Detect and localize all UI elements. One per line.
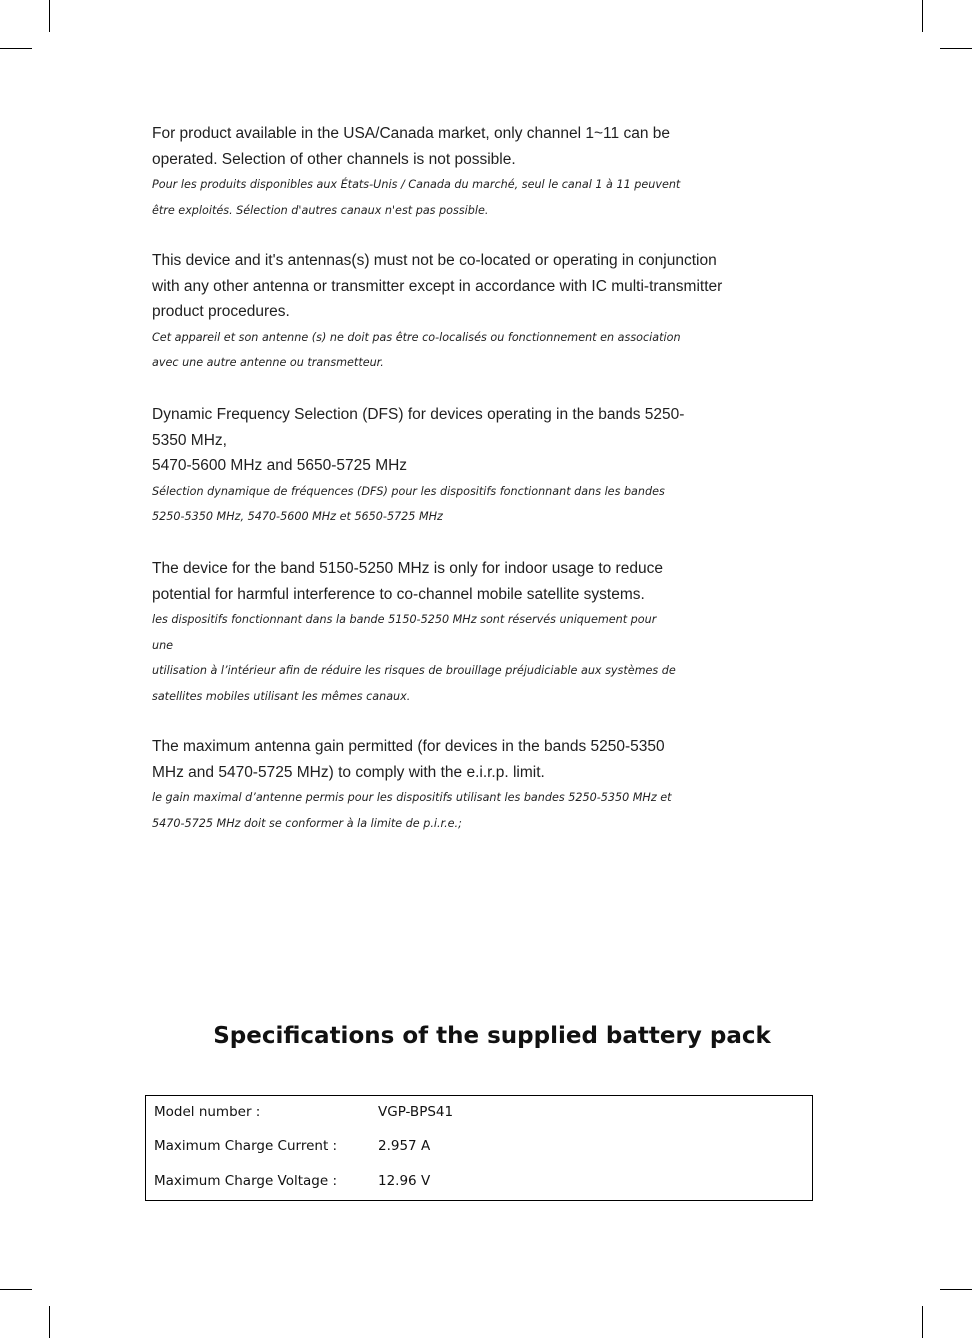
notice-dfs — [152, 402, 752, 530]
spec-value: 12.96 V — [378, 1173, 431, 1189]
spec-value: VGP-BPS41 — [378, 1104, 454, 1120]
notice-indoor-usage — [152, 556, 752, 709]
notice-text-en: The device for the band 5150-5250 MHz is only for indoor usage to reduce — [152, 560, 663, 577]
notice-antenna-colocation — [152, 248, 752, 376]
notice-text-en: The maximum antenna gain permitted (for devices in the bands 5250-5350 — [152, 738, 665, 755]
crop-mark-bottom-right-horizontal — [940, 1289, 972, 1290]
notice-text-fr: une — [152, 638, 174, 652]
crop-mark-bottom-left-vertical — [49, 1306, 50, 1338]
notice-text-en: product procedures. — [152, 303, 290, 320]
battery-spec-title: Specifications of the supplied battery pack — [213, 1023, 771, 1049]
notice-text-en: Dynamic Frequency Selection (DFS) for devices operating in the bands 5250- — [152, 406, 685, 423]
spec-label: Model number : — [154, 1104, 261, 1120]
crop-mark-top-left-vertical — [49, 0, 50, 32]
notice-text-fr: être exploités. Sélection d'autres canaux n'est pas possible. — [152, 203, 489, 217]
notice-text-en: This device and it's antennas(s) must not be co-located or operating in conjunction — [152, 252, 717, 269]
notice-text-fr: 5250-5350 MHz, 5470-5600 MHz et 5650-5725 MHz — [152, 510, 443, 523]
notice-text-fr: les dispositifs fonctionnant dans la bande 5150-5250 MHz sont réservés uniquement pour — [152, 613, 657, 626]
notice-text-en: For product available in the USA/Canada market, only channel 1~11 can be — [152, 125, 670, 142]
notice-text-fr: Cet appareil et son antenne (s) ne doit pas être co-localisés ou fonctionnement en association — [152, 330, 681, 344]
notice-text-fr: avec une autre antenne ou transmetteur. — [152, 356, 384, 369]
crop-mark-bottom-left-horizontal — [0, 1289, 32, 1290]
notice-text-fr: Pour les produits disponibles aux États-Unis / Canada du marché, seul le canal 1 à 11 peuvent — [152, 178, 681, 191]
crop-mark-bottom-right-vertical — [922, 1306, 923, 1338]
notice-text-fr: le gain maximal d’antenne permis pour les dispositifs utilisant les bandes 5250-5350 MHz et — [152, 791, 672, 804]
spec-value: 2.957 A — [378, 1138, 431, 1154]
crop-mark-top-right-vertical — [922, 0, 923, 32]
notice-text-fr: utilisation à l’intérieur afin de réduire les risques de brouillage préjudiciable aux systèmes de — [152, 664, 676, 677]
battery-spec-table — [145, 1095, 813, 1201]
notice-text-en: operated. Selection of other channels is not possible. — [152, 150, 516, 168]
notice-text-fr: Sélection dynamique de fréquences (DFS) pour les dispositifs fonctionnant dans les bandes — [152, 484, 665, 498]
notice-text-fr: 5470-5725 MHz doit se conformer à la limite de p.i.r.e.; — [152, 816, 462, 830]
notice-text-en: 5470-5600 MHz and 5650-5725 MHz — [152, 457, 408, 474]
notice-channel-restriction — [152, 121, 752, 223]
crop-mark-top-left-horizontal — [0, 48, 32, 49]
notice-text-en: potential for harmful interference to co-channel mobile satellite systems. — [152, 585, 645, 603]
notice-text-fr: satellites mobiles utilisant les mêmes canaux. — [152, 689, 411, 703]
notice-text-en: 5350 MHz, — [152, 431, 227, 449]
spec-label: Maximum Charge Voltage : — [154, 1173, 338, 1189]
crop-mark-top-right-horizontal — [940, 48, 972, 49]
notice-text-en: MHz and 5470-5725 MHz) to comply with the e.i.r.p. limit. — [152, 763, 545, 781]
notice-text-en: with any other antenna or transmitter except in accordance with IC multi-transmitter — [152, 277, 723, 295]
spec-label: Maximum Charge Current : — [154, 1138, 338, 1154]
notice-antenna-gain — [152, 734, 752, 836]
